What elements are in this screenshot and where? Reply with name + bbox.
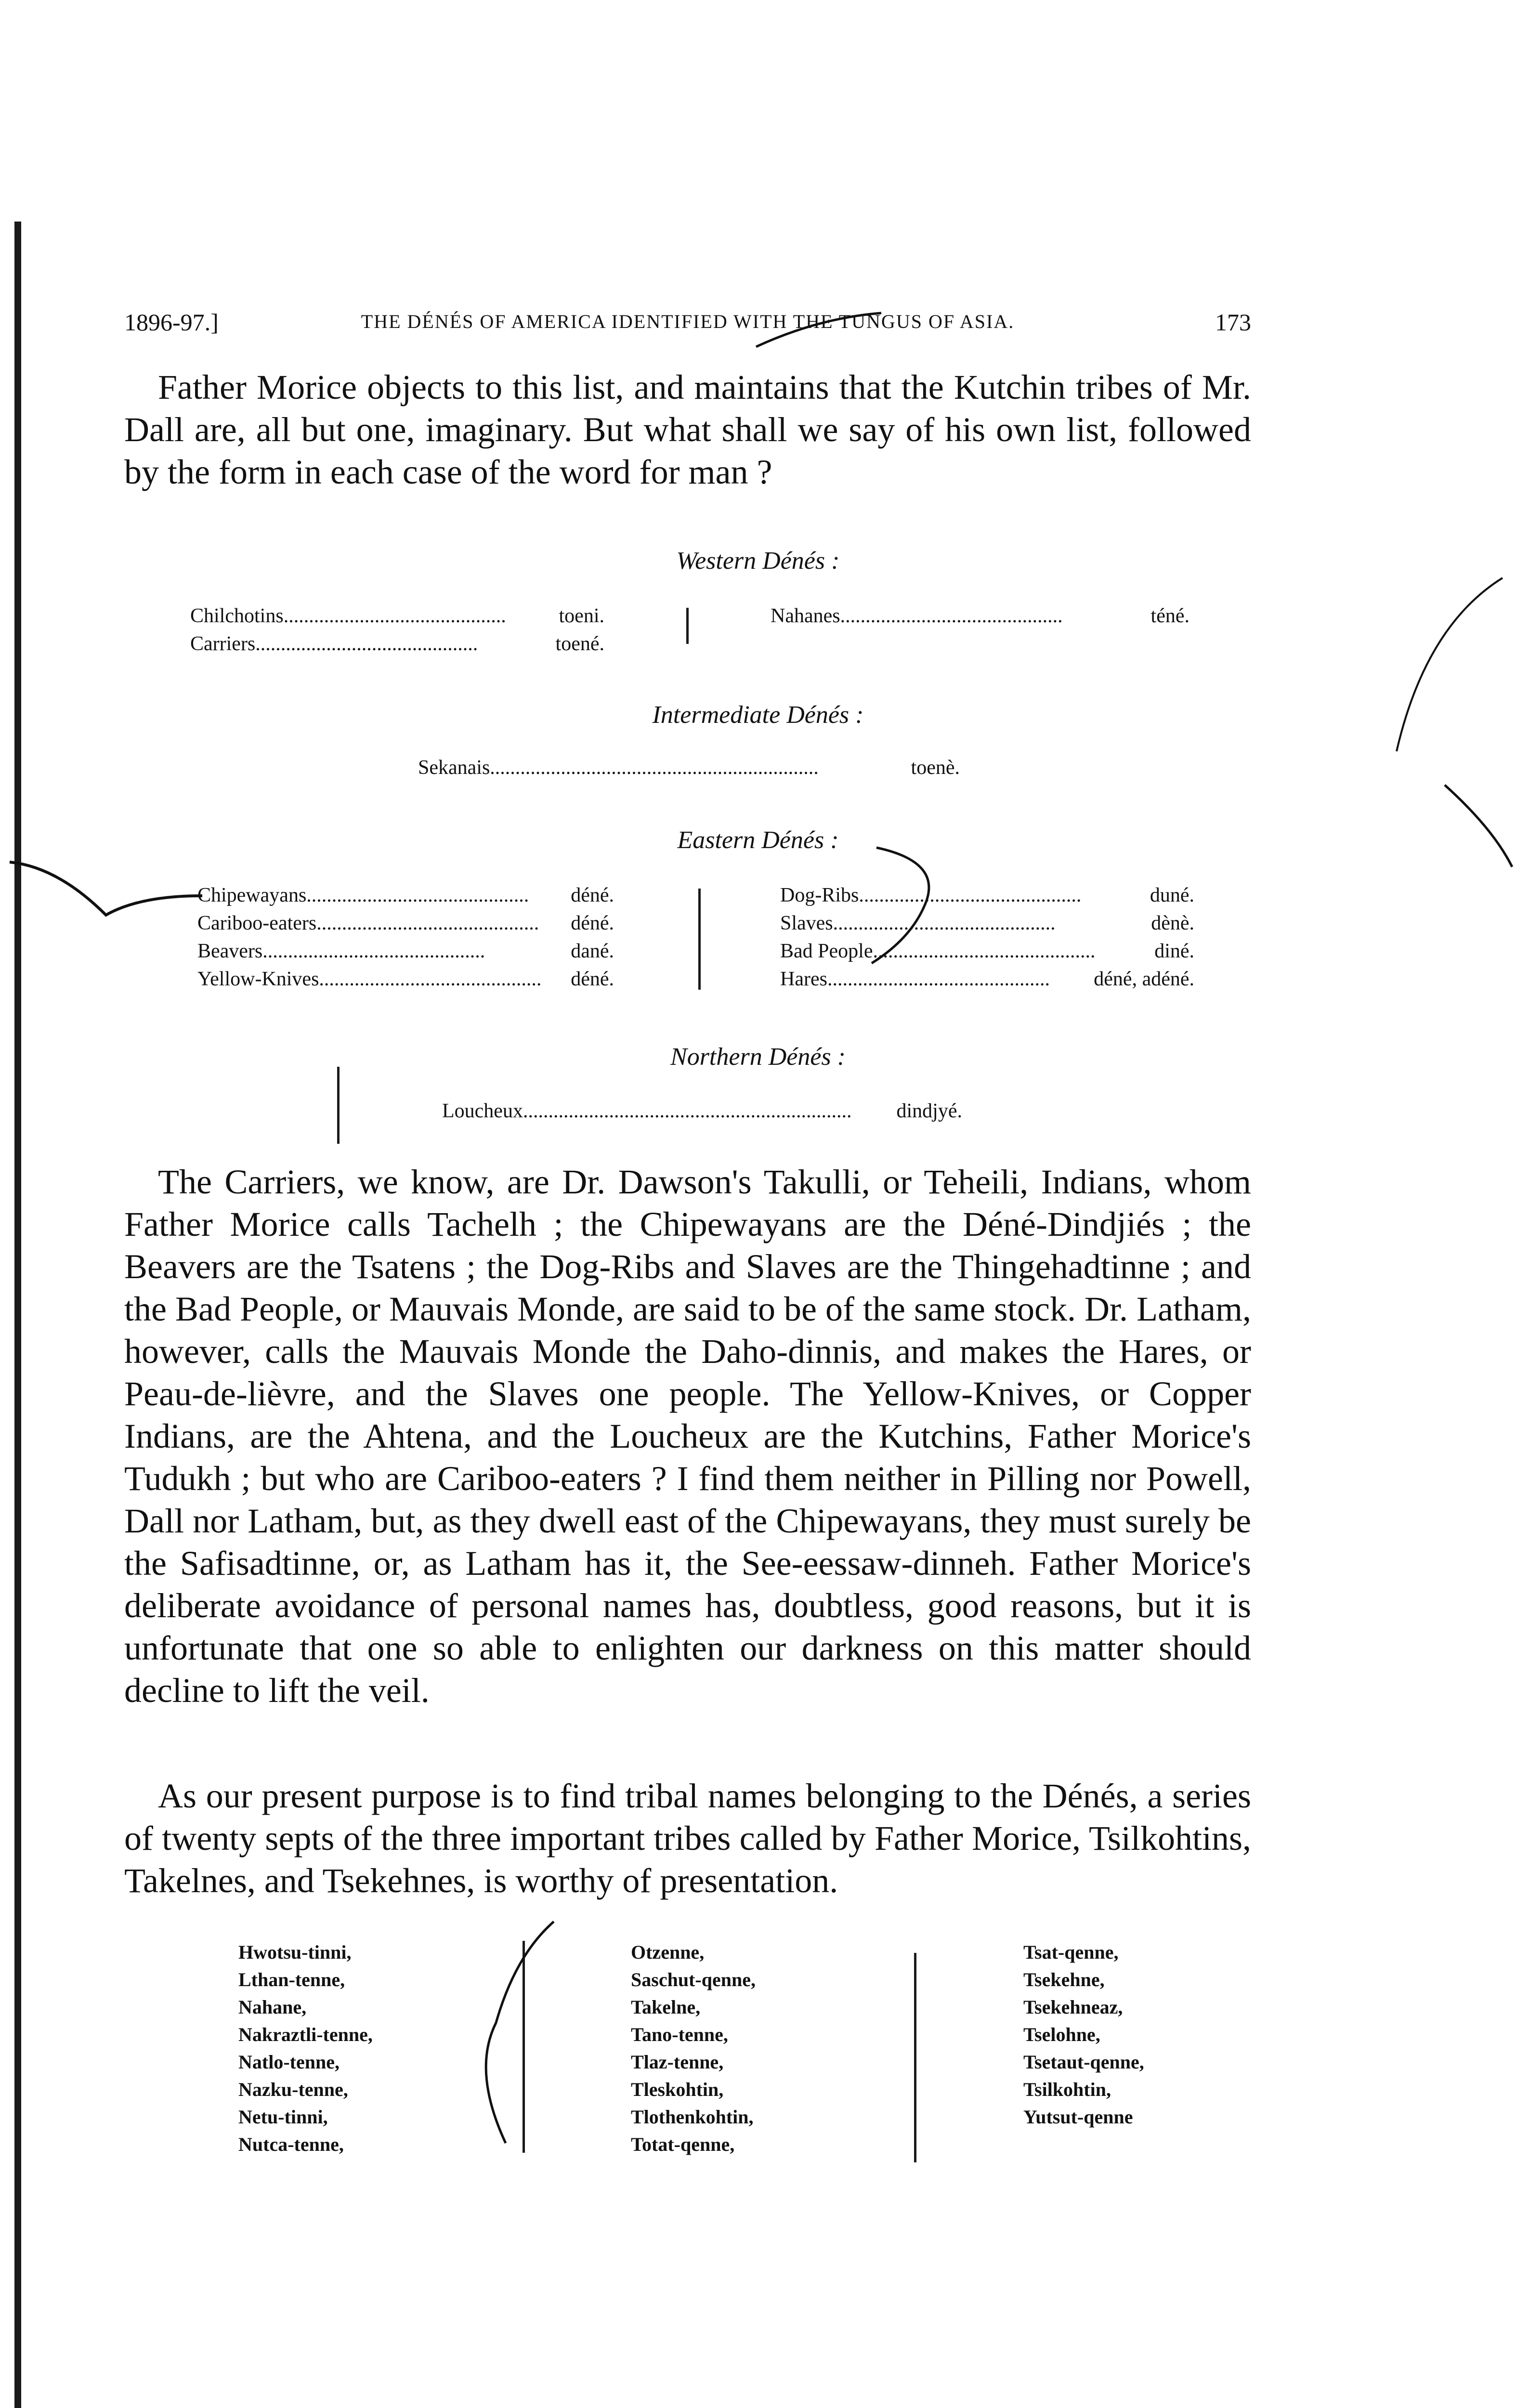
list-item: Nahanes ............................................ téné. (771, 605, 1189, 627)
page-number: 173 (1215, 309, 1251, 336)
heading-intermediate: Intermediate Dénés : (652, 701, 864, 729)
list-item: Tsat-qenne, (1023, 1941, 1119, 1963)
list-item: Tsetaut-qenne, (1023, 2051, 1144, 2073)
stray-stroke (756, 313, 881, 347)
stray-stroke (1445, 785, 1512, 867)
septs-paragraph: As our present purpose is to find tribal names belonging to the Dénés, a series of twenty septs of the three important tribes called by Father Morice, Tsilkohtins, Takelnes, and Tsekehnes, is worthy of presentation. (124, 1777, 1251, 1900)
list-item: Loucheux ................................................................. dindjyé. (442, 1100, 962, 1122)
stray-stroke (872, 848, 929, 963)
list-item: Tsekehne, (1023, 1969, 1105, 1990)
list-item: Yellow-Knives ............................................ déné. (197, 968, 614, 990)
body-paragraph: The Carriers, we know, are Dr. Dawson's Takulli, or Teheili, Indians, whom Father Morice calls Tachelh ; the Chipewayans are the Déné-Dindjiés ; the Beavers are the Tsatens ; the Dog-Ribs and Slaves are the Thingehadtinne ; and the Bad People, or Mauvais Monde, are said to be of the same stock. Dr. Latham, however, calls the Mauvais Monde the Daho-dinnis, and makes the Hares, or Peau-de-lièvre, and the Slaves one people. The Yellow-Knives, or Copper Indians, are the Ahtena, and the Loucheux are the Kutchins, Father Morice's Tudukh ; but who are Cariboo-eaters ? I find them neither in Pilling nor Powell, Dall nor Latham, but, as they dwell east of the Chipewayans, they must surely be the Safisadtinne, or, as Latham has it, the See-eessaw-dinneh. Father Morice's deliberate avoidance of personal names has, doubtless, good reasons, but it is unfortunate that one so able to enlighten our darkness on this matter should decline to lift the veil. (124, 1163, 1251, 1710)
list-item: Nutca-tenne, (238, 2133, 344, 2155)
list-item: Nahane, (238, 1996, 307, 2018)
list-item: Tsilkohtin, (1023, 2079, 1111, 2100)
list-item: Natlo-tenne, (238, 2051, 340, 2073)
list-item: Otzenne, (631, 1941, 705, 1963)
list-item: Beavers ............................................ dané. (197, 940, 614, 962)
list-item: Cariboo-eaters ............................................ déné. (197, 912, 614, 934)
list-item: Tselohne, (1023, 2024, 1100, 2045)
list-item: Netu-tinni, (238, 2106, 328, 2128)
list-item: Chilchotins ............................................ toeni. (190, 605, 604, 627)
list-item: Chipewayans ............................................ déné. (197, 884, 614, 906)
list-item: Totat-qenne, (631, 2133, 735, 2155)
list-item: Bad People ............................................ diné. (780, 940, 1194, 962)
list-item: Lthan-tenne, (238, 1969, 345, 1990)
list-item: Yutsut-qenne (1023, 2106, 1133, 2128)
stray-stroke (10, 862, 202, 915)
list-item: Tlaz-tenne, (631, 2051, 724, 2073)
list-item: Tleskohtin, (631, 2079, 724, 2100)
list-item: Hwotsu-tinni, (238, 1941, 352, 1963)
list-item: Sekanais ................................................................. toenè. (418, 757, 960, 779)
list-item: Dog-Ribs ............................................ duné. (780, 884, 1194, 906)
heading-northern: Northern Dénés : (670, 1043, 846, 1071)
intro-paragraph: Father Morice objects to this list, and maintains that the Kutchin tribes of Mr. Dall are, all but one, imaginary. But what shall we say of his own list, followed by the form in each case of the word for man ? (124, 368, 1251, 491)
list-item: Saschut-qenne, (631, 1969, 756, 1990)
stray-stroke (486, 1922, 554, 2143)
stray-stroke (1397, 578, 1503, 751)
list-item: Nakraztli-tenne, (238, 2024, 373, 2045)
header-title: THE DÉNÉS OF AMERICA IDENTIFIED WITH THE TUNGUS OF ASIA. (361, 311, 1015, 332)
header-volume: 1896-97.] (124, 309, 219, 336)
list-item: Slaves ............................................ dènè. (780, 912, 1194, 934)
list-item: Carriers ............................................ toené. (190, 633, 604, 655)
heading-western: Western Dénés : (676, 547, 840, 575)
heading-eastern: Eastern Dénés : (677, 826, 839, 854)
list-item: Tsekehneaz, (1023, 1996, 1123, 2018)
list-item: Hares ............................................ déné, adéné. (780, 968, 1194, 990)
list-item: Tlothenkohtin, (631, 2106, 754, 2128)
list-item: Tano-tenne, (631, 2024, 728, 2045)
list-item: Takelne, (631, 1996, 701, 2018)
list-item: Nazku-tenne, (238, 2079, 348, 2100)
